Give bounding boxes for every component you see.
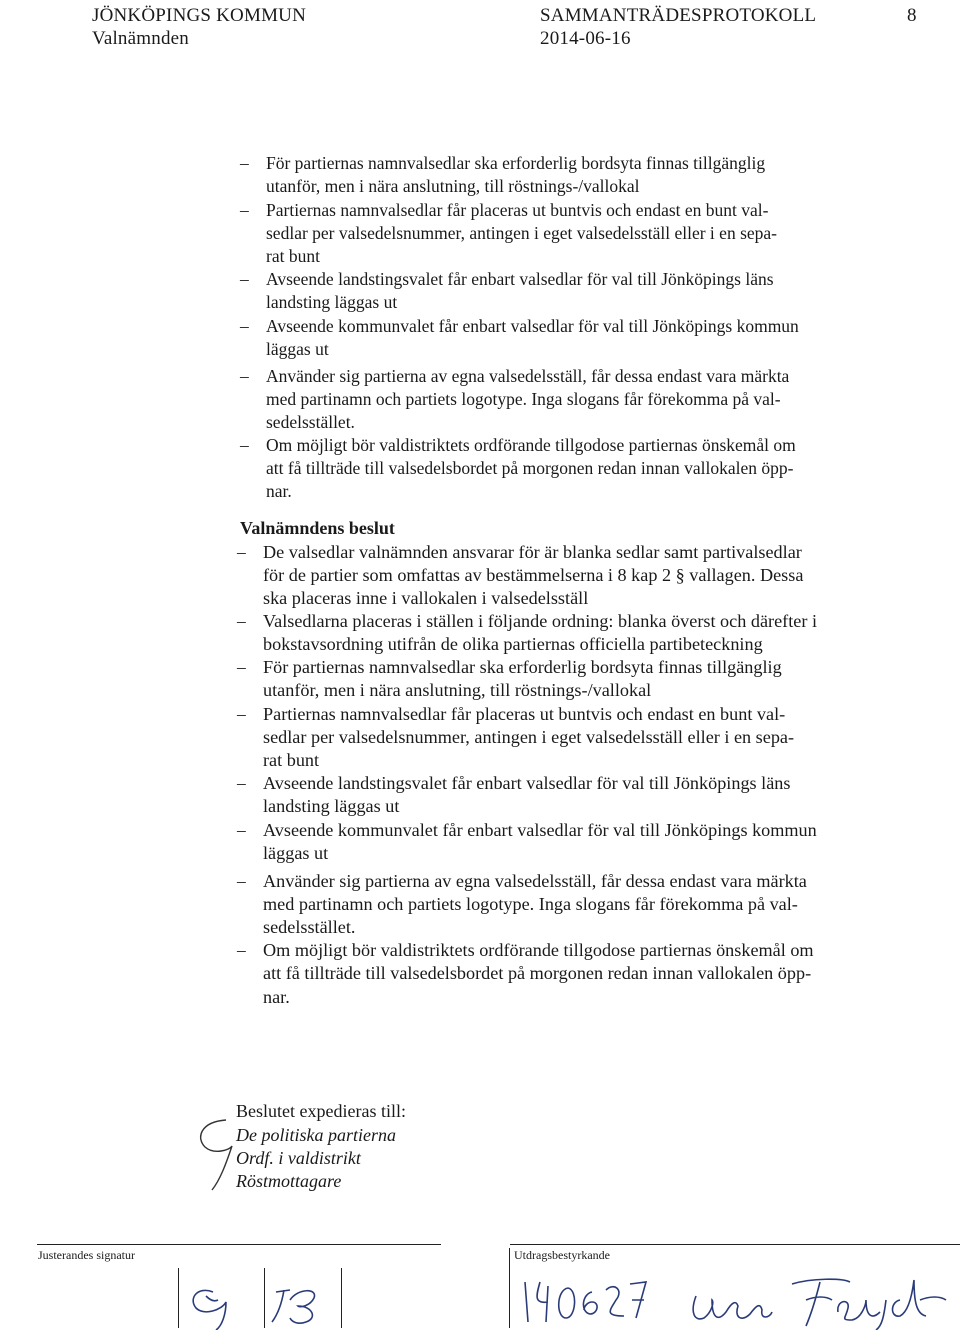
list-line: läggas ut	[266, 339, 329, 359]
bullet-dash: –	[237, 542, 246, 562]
bullet-dash: –	[240, 366, 249, 386]
list-line: Avseende kommunvalet får enbart valsedlar för val till Jönköpings kommun	[263, 820, 817, 840]
list-line: landsting läggas ut	[266, 292, 398, 312]
committee-name: Valnämnden	[92, 28, 189, 49]
bullet-dash: –	[237, 704, 246, 724]
list-line: rat bunt	[266, 246, 320, 266]
page-number: 8	[907, 5, 917, 26]
list-line: De valsedlar valnämnden ansvarar för är blanka sedlar samt partivalsedlar	[263, 542, 802, 562]
list-line: Partiernas namnvalsedlar får placeras ut buntvis och endast en bunt val-	[263, 704, 786, 724]
bullet-dash: –	[237, 871, 246, 891]
list-line: Använder sig partierna av egna valsedelsställ, får dessa endast vara märkta	[266, 366, 790, 386]
list-line: nar.	[266, 481, 292, 501]
list-line: läggas ut	[263, 843, 329, 863]
list-line: sedelsstället.	[263, 917, 356, 937]
decision-heading: Valnämndens beslut	[240, 518, 395, 538]
bullet-dash: –	[240, 435, 249, 455]
bullet-dash: –	[240, 316, 249, 336]
expedition-title: Beslutet expedieras till:	[236, 1101, 406, 1121]
doc-date: 2014-06-16	[540, 28, 631, 49]
doc-type: SAMMANTRÄDESPROTOKOLL	[540, 5, 817, 26]
left-footer-label: Justerandes signatur	[38, 1248, 135, 1262]
list-line: Avseende landstingsvalet får enbart valsedlar för val till Jönköpings läns	[263, 773, 791, 793]
list-line: sedelsstället.	[266, 412, 355, 432]
list-line: Om möjligt bör valdistriktets ordförande tillgodose partiernas önskemål om	[263, 940, 814, 960]
list-line: Avseende landstingsvalet får enbart valsedlar för val till Jönköpings läns	[266, 269, 774, 289]
list-line: Avseende kommunvalet får enbart valsedlar för val till Jönköpings kommun	[266, 316, 799, 336]
list-line: rat bunt	[263, 750, 320, 770]
bullet-dash: –	[237, 940, 246, 960]
list-line: Partiernas namnvalsedlar får placeras ut buntvis och endast en bunt val-	[266, 200, 769, 220]
org-name: JÖNKÖPINGS KOMMUN	[92, 5, 307, 26]
bullet-dash: –	[237, 657, 246, 677]
recipient: De politiska partierna	[236, 1125, 396, 1145]
right-footer-label: Utdragsbestyrkande	[514, 1248, 610, 1262]
list-line: med partinamn och partiets logotype. Inga slogans får förekomma på val-	[263, 894, 798, 914]
list-line: nar.	[263, 987, 290, 1007]
bullet-dash: –	[237, 611, 246, 631]
list-line: att få tillträde till valsedelsbordet på morgonen redan innan vallokalen öpp-	[263, 963, 812, 983]
list-line: sedlar per valsedelsnummer, antingen i eget valsedelsställ eller i en sepa-	[266, 223, 777, 243]
list-line: utanför, men i nära anslutning, till röstnings-/vallokal	[263, 680, 652, 700]
list-line: utanför, men i nära anslutning, till röstnings-/vallokal	[266, 176, 640, 196]
list-line: ska placeras inne i vallokalen i valsedelsställ	[263, 588, 589, 608]
bullet-dash: –	[237, 820, 246, 840]
bullet-dash: –	[240, 153, 249, 173]
list-line: med partinamn och partiets logotype. Inga slogans får förekomma på val-	[266, 389, 781, 409]
list-line: landsting läggas ut	[263, 796, 400, 816]
list-line: sedlar per valsedelsnummer, antingen i eget valsedelsställ eller i en sepa-	[263, 727, 795, 747]
list-line: Valsedlarna placeras i ställen i följande ordning: blanka överst och därefter i	[263, 611, 817, 631]
list-line: Använder sig partierna av egna valsedelsställ, får dessa endast vara märkta	[263, 871, 807, 891]
list-line: För partiernas namnvalsedlar ska erforderlig bordsyta finnas tillgänglig	[266, 153, 766, 173]
list-line: För partiernas namnvalsedlar ska erforderlig bordsyta finnas tillgänglig	[263, 657, 782, 677]
list-line: Om möjligt bör valdistriktets ordförande tillgodose partiernas önskemål om	[266, 435, 796, 455]
bullet-dash: –	[240, 200, 249, 220]
list-line: att få tillträde till valsedelsbordet på morgonen redan innan vallokalen öpp-	[266, 458, 794, 478]
list-line: bokstavsordning utifrån de olika partiernas officiella partibeteckning	[263, 634, 763, 654]
recipient: Ordf. i valdistrikt	[236, 1148, 361, 1168]
recipient: Röstmottagare	[236, 1171, 342, 1191]
list-line: för de partier som omfattas av bestämmelserna i 8 kap 2 § vallagen. Dessa	[263, 565, 804, 585]
bullet-dash: –	[237, 773, 246, 793]
bullet-dash: –	[240, 269, 249, 289]
